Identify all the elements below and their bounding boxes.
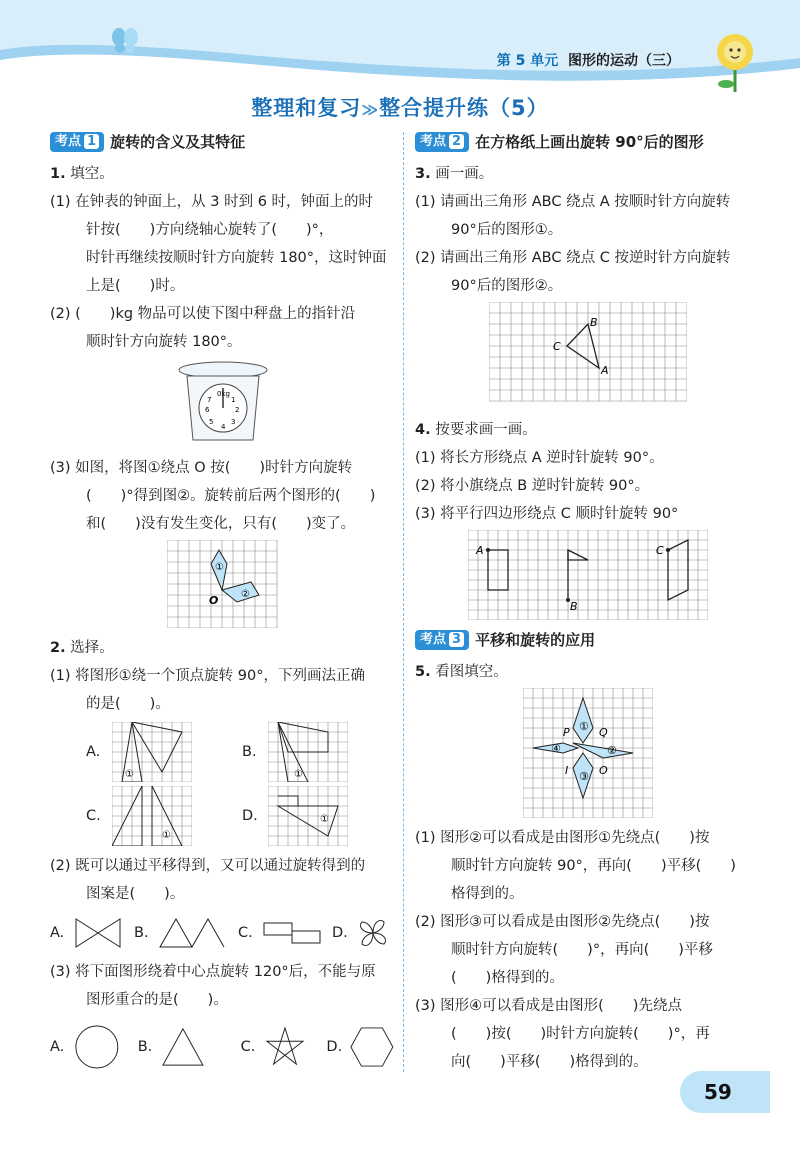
- column-divider: [403, 132, 404, 1072]
- pinwheel-figure[interactable]: [356, 916, 390, 950]
- four-kites-grid: [523, 688, 653, 818]
- rectangles-figure[interactable]: [262, 917, 322, 949]
- triangles-figure[interactable]: [158, 917, 228, 949]
- svg-text:①: ①: [162, 830, 171, 841]
- q4-1: (1) 将长方形绕点 A 逆时针旋转 90°。: [415, 450, 664, 466]
- option-a-label[interactable]: A.: [50, 925, 65, 941]
- q2-1-options-ab: [50, 722, 395, 782]
- option-d-figure[interactable]: [268, 786, 348, 846]
- left-column: [50, 128, 395, 1072]
- option-c-label[interactable]: C.: [238, 925, 253, 941]
- q1-1-line1: (1) 在钟表的钟面上，从 3 时到 6 时，钟面上的时: [50, 194, 374, 210]
- section-1-heading: 考点 1 旋转的含义及其特征: [50, 128, 395, 156]
- svg-text:②: ②: [240, 589, 250, 600]
- q1-3-line1: (3) 如图，将图①绕点 O 按( )时针方向旋转: [50, 460, 353, 476]
- q2-2-options: [50, 916, 395, 950]
- q5-2-line2: 顺时针方向旋转( )°，再向( )平移: [451, 942, 713, 958]
- star-figure[interactable]: [264, 1025, 306, 1069]
- question-5: 5. 看图填空。: [415, 664, 508, 680]
- svg-text:①: ①: [125, 769, 134, 780]
- q1-2-line1: (2) ( )kg 物品可以使下图中秤盘上的指针沿: [50, 306, 356, 322]
- q5-1-line1: (1) 图形②可以看成是由图形①先绕点( )按: [415, 830, 710, 846]
- svg-text:4: 4: [220, 423, 225, 431]
- svg-text:2: 2: [234, 406, 239, 414]
- svg-text:5: 5: [208, 418, 213, 426]
- q5-2-line1: (2) 图形③可以看成是由图形②先绕点( )按: [415, 914, 710, 930]
- triangle-figure[interactable]: [161, 1026, 205, 1068]
- q2-3-options: [50, 1022, 395, 1072]
- q2-1-line2: 的是( )。: [86, 696, 170, 712]
- svg-text:③: ③: [578, 770, 589, 783]
- svg-text:①: ①: [214, 562, 224, 573]
- q1-3-line3: 和( )没有发生变化，只有( )变了。: [86, 516, 356, 532]
- q3-2-line1: (2) 请画出三角形 ABC 绕点 C 按逆时针方向旋转: [415, 250, 731, 266]
- option-c-label[interactable]: C.: [240, 1039, 256, 1055]
- option-b-figure[interactable]: [268, 722, 348, 782]
- q4-2: (2) 将小旗绕点 B 逆时针旋转 90°。: [415, 478, 650, 494]
- svg-text:O: O: [208, 594, 218, 607]
- q2-1-line1: (1) 将图形①绕一个顶点旋转 90°，下列画法正确: [50, 668, 365, 684]
- circle-figure[interactable]: [73, 1022, 121, 1072]
- q1-1-line2: 针按( )方向绕轴心旋转了( )°，: [86, 222, 334, 238]
- option-c-label[interactable]: C.: [86, 808, 101, 824]
- bowtie-figure[interactable]: [74, 917, 122, 949]
- svg-text:6: 6: [204, 406, 209, 414]
- option-b-label[interactable]: B.: [134, 925, 149, 941]
- option-a-label[interactable]: A.: [86, 744, 101, 760]
- option-a-label[interactable]: A.: [50, 1039, 65, 1055]
- q1-1-line4: 上是( )时。: [86, 278, 185, 294]
- q2-2-line2: 图案是( )。: [86, 886, 185, 902]
- q5-3-line1: (3) 图形④可以看成是由图形( )先绕点: [415, 998, 682, 1014]
- svg-text:A: A: [475, 544, 484, 557]
- q2-3-line1: (3) 将下面图形绕着中心点旋转 120°后，不能与原: [50, 964, 376, 980]
- option-c-figure[interactable]: [112, 786, 192, 846]
- section-3-heading: 考点 3 平移和旋转的应用: [415, 626, 760, 654]
- q5-1-line2: 顺时针方向旋转 90°，再向( )平移( ): [451, 858, 736, 874]
- q2-1-options-cd: [50, 786, 395, 846]
- rotation-grid-figure: [167, 540, 279, 628]
- option-b-label[interactable]: B.: [137, 1039, 153, 1055]
- svg-text:B: B: [569, 600, 578, 613]
- triangle-abc-grid[interactable]: [489, 302, 687, 410]
- q2-2-line1: (2) 既可以通过平移得到，又可以通过旋转得到的: [50, 858, 366, 874]
- section-badge: 考点 2: [415, 132, 469, 152]
- q5-1-line3: 格得到的。: [451, 886, 524, 902]
- q3-1-line1: (1) 请画出三角形 ABC 绕点 A 按顺时针方向旋转: [415, 194, 731, 210]
- option-a-figure[interactable]: [112, 722, 192, 782]
- question-2: 2. 选择。: [50, 640, 114, 656]
- question-1: 1. 填空。: [50, 166, 114, 182]
- svg-text:②: ②: [606, 744, 617, 757]
- q4-3: (3) 将平行四边形绕点 C 顺时针旋转 90°: [415, 506, 679, 522]
- svg-text:C: C: [552, 340, 561, 353]
- option-d-label[interactable]: D.: [332, 925, 348, 941]
- question-4: 4. 按要求画一画。: [415, 422, 537, 438]
- svg-text:Q: Q: [598, 726, 608, 739]
- scale-figure: [173, 358, 273, 448]
- page-number: 59: [680, 1071, 770, 1113]
- svg-text:7: 7: [206, 396, 211, 404]
- svg-text:0kg: 0kg: [216, 390, 230, 398]
- unit-label: 第 5 单元 图形的运动（三）: [496, 53, 680, 69]
- right-column: [415, 128, 760, 1076]
- q5-3-line2: ( )按( )时针方向旋转( )°，再: [451, 1026, 710, 1042]
- rotation-shapes-grid[interactable]: [468, 530, 708, 620]
- question-3: 3. 画一画。: [415, 166, 494, 182]
- section-badge: 考点 3: [415, 630, 469, 650]
- option-d-label[interactable]: D.: [242, 808, 258, 824]
- option-b-label[interactable]: B.: [242, 744, 257, 760]
- svg-text:I: I: [564, 764, 568, 777]
- q1-2-line2: 顺时针方向旋转 180°。: [86, 334, 242, 350]
- q5-2-line3: ( )格得到的。: [451, 970, 564, 986]
- svg-text:A: A: [600, 364, 609, 377]
- svg-text:B: B: [589, 316, 598, 329]
- svg-text:①: ①: [578, 720, 589, 733]
- option-d-label[interactable]: D.: [326, 1039, 343, 1055]
- svg-text:①: ①: [294, 769, 303, 780]
- q2-3-line2: 图形重合的是( )。: [86, 992, 228, 1008]
- svg-text:1: 1: [230, 396, 235, 404]
- section-2-heading: 考点 2 在方格纸上画出旋转 90°后的图形: [415, 128, 760, 156]
- hexagon-figure[interactable]: [349, 1025, 395, 1069]
- svg-text:P: P: [562, 726, 570, 739]
- svg-text:O: O: [598, 764, 608, 777]
- q3-2-line2: 90°后的图形②。: [451, 278, 563, 294]
- svg-text:3: 3: [230, 418, 235, 426]
- svg-text:C: C: [655, 544, 664, 557]
- sunflower-icon: [717, 34, 753, 92]
- svg-text:④: ④: [550, 742, 561, 755]
- page-title: 整理和复习≫整合提升练（5）: [251, 96, 549, 120]
- q1-1-line3: 时针再继续按顺时针方向旋转 180°，这时钟面: [86, 250, 387, 266]
- section-badge: 考点 1: [50, 132, 104, 152]
- q3-1-line2: 90°后的图形①。: [451, 222, 563, 238]
- header-banner: [0, 0, 800, 95]
- svg-text:①: ①: [320, 814, 329, 825]
- q1-3-line2: ( )°得到图②。旋转前后两个图形的( ): [86, 488, 376, 504]
- q5-3-line3: 向( )平移( )格得到的。: [451, 1054, 648, 1070]
